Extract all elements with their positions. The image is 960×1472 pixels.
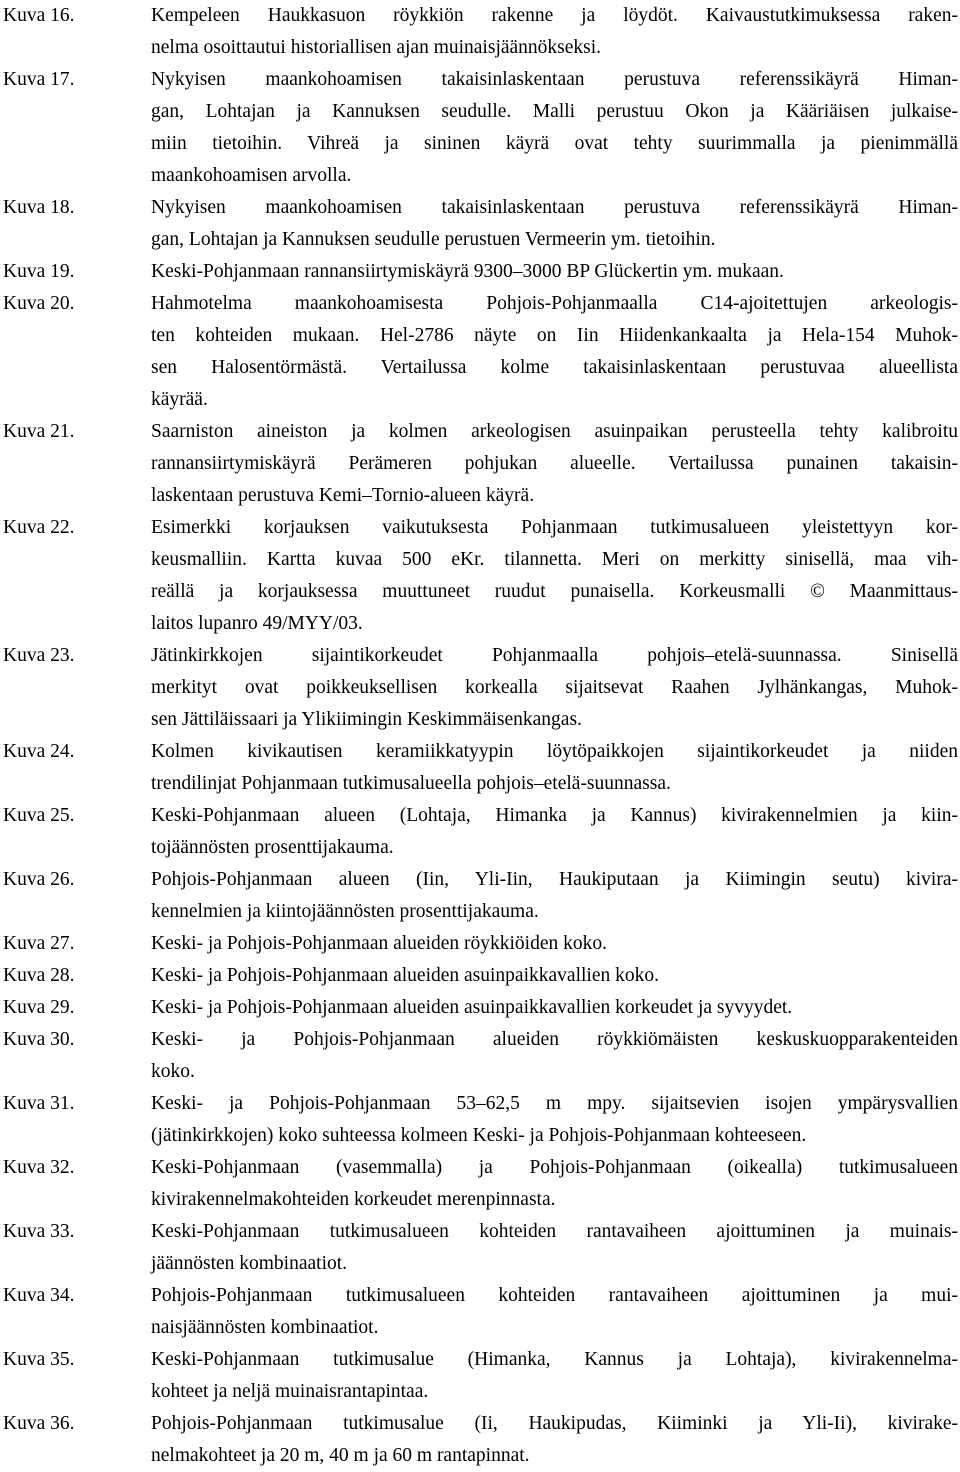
caption-text: [151, 1280, 958, 1344]
caption-text: [151, 928, 958, 960]
figure-caption-entry: [0, 1152, 960, 1216]
figure-label: Kuva 36.: [3, 1413, 75, 1434]
caption-line: miin tietoihin. Vihreä ja sininen käyrä ovat tehty suurimmalla ja pienimmällä: [151, 133, 958, 154]
caption-text: [151, 1024, 958, 1088]
figure-label: Kuva 20.: [3, 293, 75, 314]
figure-caption-entry: [0, 0, 960, 64]
figure-caption-entry: [0, 864, 960, 928]
caption-line: Pohjois-Pohjanmaan tutkimusalueen kohteiden rantavaiheen ajoittuminen ja mui-: [151, 1285, 958, 1306]
caption-line: jäännösten kombinaatiot.: [151, 1253, 348, 1274]
caption-line: kohteet ja neljä muinaisrantapintaa.: [151, 1381, 429, 1402]
caption-line: reällä ja korjauksessa muuttuneet ruudut punaisella. Korkeusmalli © Maanmittaus-: [151, 581, 958, 602]
caption-line: Keski- ja Pohjois-Pohjanmaan alueiden asuinpaikkavallien korkeudet ja syvyydet.: [151, 997, 793, 1018]
figure-caption-entry: [0, 960, 960, 992]
figure-label: Kuva 28.: [3, 965, 75, 986]
caption-line: Nykyisen maankohoamisen takaisinlaskentaan perustuva referenssikäyrä Himan-: [151, 69, 958, 90]
figure-caption-entry: [0, 416, 960, 512]
caption-text: [151, 64, 958, 192]
figure-label: Kuva 18.: [3, 197, 75, 218]
figure-caption-entry: [0, 1280, 960, 1344]
caption-line: Kempeleen Haukkasuon röykkiön rakenne ja löydöt. Kaivaustutkimuksessa raken-: [151, 5, 958, 26]
figure-label: Kuva 23.: [3, 645, 75, 666]
caption-line: Keski- ja Pohjois-Pohjanmaan alueiden asuinpaikkavallien koko.: [151, 965, 659, 986]
caption-text: [151, 992, 958, 1024]
figure-label: Kuva 17.: [3, 69, 75, 90]
figure-label: Kuva 16.: [3, 5, 75, 26]
figure-label: Kuva 33.: [3, 1221, 75, 1242]
caption-line: laitos lupanro 49/MYY/03.: [151, 613, 363, 634]
caption-line: koko.: [151, 1061, 195, 1082]
figure-caption-entry: [0, 288, 960, 416]
caption-text: [151, 416, 958, 512]
caption-line: gan, Lohtajan ja Kannuksen seudulle. Malli perustuu Okon ja Kääriäisen julkaise-: [151, 101, 958, 122]
caption-text: [151, 0, 958, 64]
caption-text: [151, 864, 958, 928]
caption-line: nelmakohteet ja 20 m, 40 m ja 60 m rantapinnat.: [151, 1445, 530, 1466]
caption-text: [151, 256, 958, 288]
figure-label: Kuva 34.: [3, 1285, 75, 1306]
figure-caption-entry: [0, 736, 960, 800]
caption-text: [151, 800, 958, 864]
caption-text: [151, 1344, 958, 1408]
caption-text: [151, 192, 958, 256]
caption-line: Hahmotelma maankohoamisesta Pohjois-Pohjanmaalla C14-ajoitettujen arkeologis-: [151, 293, 958, 314]
figure-label: Kuva 19.: [3, 261, 75, 282]
figure-caption-entry: [0, 512, 960, 640]
caption-text: [151, 960, 958, 992]
figure-caption-entry: [0, 1408, 960, 1472]
caption-line: käyrää.: [151, 389, 208, 410]
figure-label: Kuva 25.: [3, 805, 75, 826]
caption-line: nelma osoittautui historiallisen ajan muinaisjäännökseksi.: [151, 37, 602, 58]
caption-line: ten kohteiden mukaan. Hel-2786 näyte on Iin Hiidenkankaalta ja Hela-154 Muhok-: [151, 325, 958, 346]
caption-line: gan, Lohtajan ja Kannuksen seudulle perustuen Vermeerin ym. tietoihin.: [151, 229, 716, 250]
caption-line: Pohjois-Pohjanmaan tutkimusalue (Ii, Haukipudas, Kiiminki ja Yli-Ii), kivirake-: [151, 1413, 958, 1434]
caption-text: [151, 1152, 958, 1216]
caption-line: trendilinjat Pohjanmaan tutkimusalueella pohjois–etelä-suunnassa.: [151, 773, 671, 794]
caption-line: Keski- ja Pohjois-Pohjanmaan alueiden röykkiömäisten keskuskuopparakenteiden: [151, 1029, 958, 1050]
caption-line: merkityt ovat poikkeuksellisen korkealla sijaitsevat Raahen Jylhänkangas, Muhok-: [151, 677, 958, 698]
caption-line: rannansiirtymiskäyrä Perämeren pohjukan alueelle. Vertailussa punainen takaisin-: [151, 453, 958, 474]
figure-caption-entry: [0, 640, 960, 736]
figure-label: Kuva 30.: [3, 1029, 75, 1050]
caption-line: Kolmen kivikautisen keramiikkatyypin löytöpaikkojen sijaintikorkeudet ja niiden: [151, 741, 958, 762]
caption-text: [151, 288, 958, 416]
figure-label: Kuva 29.: [3, 997, 75, 1018]
caption-line: sen Halosentörmästä. Vertailussa kolme takaisinlaskentaan perustuvaa alueellista: [151, 357, 958, 378]
caption-line: Keski-Pohjanmaan alueen (Lohtaja, Himanka ja Kannus) kivirakennelmien ja kiin-: [151, 805, 958, 826]
caption-line: Keski-Pohjanmaan tutkimusalue (Himanka, Kannus ja Lohtaja), kivirakennelma-: [151, 1349, 958, 1370]
caption-text: [151, 512, 958, 640]
figure-label: Kuva 27.: [3, 933, 75, 954]
caption-line: maankohoamisen arvolla.: [151, 165, 352, 186]
caption-line: kennelmien ja kiintojäännösten prosenttijakauma.: [151, 901, 539, 922]
caption-line: tojäännösten prosenttijakauma.: [151, 837, 394, 858]
caption-line: Keski- ja Pohjois-Pohjanmaan 53–62,5 m mpy. sijaitsevien isojen ympärysvallien: [151, 1093, 958, 1114]
caption-line: Nykyisen maankohoamisen takaisinlaskentaan perustuva referenssikäyrä Himan-: [151, 197, 958, 218]
caption-line: laskentaan perustuva Kemi–Tornio-alueen käyrä.: [151, 485, 535, 506]
caption-text: [151, 1216, 958, 1280]
caption-text: [151, 1088, 958, 1152]
caption-line: keusmalliin. Kartta kuvaa 500 eKr. tilannetta. Meri on merkitty sinisellä, maa vih-: [151, 549, 958, 570]
figure-label: Kuva 32.: [3, 1157, 75, 1178]
caption-line: Saarniston aineiston ja kolmen arkeologisen asuinpaikan perusteella tehty kalibroitu: [151, 421, 958, 442]
caption-line: Pohjois-Pohjanmaan alueen (Iin, Yli-Iin, Haukiputaan ja Kiimingin seutu) kivira-: [151, 869, 958, 890]
figure-label: Kuva 35.: [3, 1349, 75, 1370]
caption-line: naisjäännösten kombinaatiot.: [151, 1317, 379, 1338]
caption-line: (jätinkirkkojen) koko suhteessa kolmeen Keski- ja Pohjois-Pohjanmaan kohteeseen.: [151, 1125, 807, 1146]
figure-caption-entry: [0, 1344, 960, 1408]
caption-text: [151, 640, 958, 736]
figure-caption-entry: [0, 992, 960, 1024]
caption-line: Esimerkki korjauksen vaikutuksesta Pohjanmaan tutkimusalueen yleistettyyn kor-: [151, 517, 958, 538]
figure-label: Kuva 24.: [3, 741, 75, 762]
caption-line: Keski-Pohjanmaan tutkimusalueen kohteiden rantavaiheen ajoittuminen ja muinais-: [151, 1221, 958, 1242]
caption-line: Keski- ja Pohjois-Pohjanmaan alueiden röykkiöiden koko.: [151, 933, 608, 954]
figure-caption-entry: [0, 1088, 960, 1152]
figure-caption-entry: [0, 64, 960, 192]
caption-line: sen Jättiläissaari ja Ylikiimingin Keskimmäisenkangas.: [151, 709, 582, 730]
figure-label: Kuva 22.: [3, 517, 75, 538]
figure-caption-entry: [0, 1024, 960, 1088]
figure-caption-entry: [0, 1216, 960, 1280]
figure-label: Kuva 31.: [3, 1093, 75, 1114]
caption-line: Jätinkirkkojen sijaintikorkeudet Pohjanmaalla pohjois–etelä-suunnassa. Sinisellä: [151, 645, 958, 666]
figure-caption-entry: [0, 192, 960, 256]
caption-line: Keski-Pohjanmaan (vasemmalla) ja Pohjois-Pohjanmaan (oikealla) tutkimusalueen: [151, 1157, 958, 1178]
caption-text: [151, 1408, 958, 1472]
figure-caption-entry: [0, 256, 960, 288]
caption-text: [151, 736, 958, 800]
figure-caption-entry: [0, 800, 960, 864]
caption-line: kivirakennelmakohteiden korkeudet merenpinnasta.: [151, 1189, 556, 1210]
caption-line: Keski-Pohjanmaan rannansiirtymiskäyrä 9300–3000 BP Glückertin ym. mukaan.: [151, 261, 784, 282]
figure-label: Kuva 26.: [3, 869, 75, 890]
figure-caption-entry: [0, 928, 960, 960]
figure-label: Kuva 21.: [3, 421, 75, 442]
